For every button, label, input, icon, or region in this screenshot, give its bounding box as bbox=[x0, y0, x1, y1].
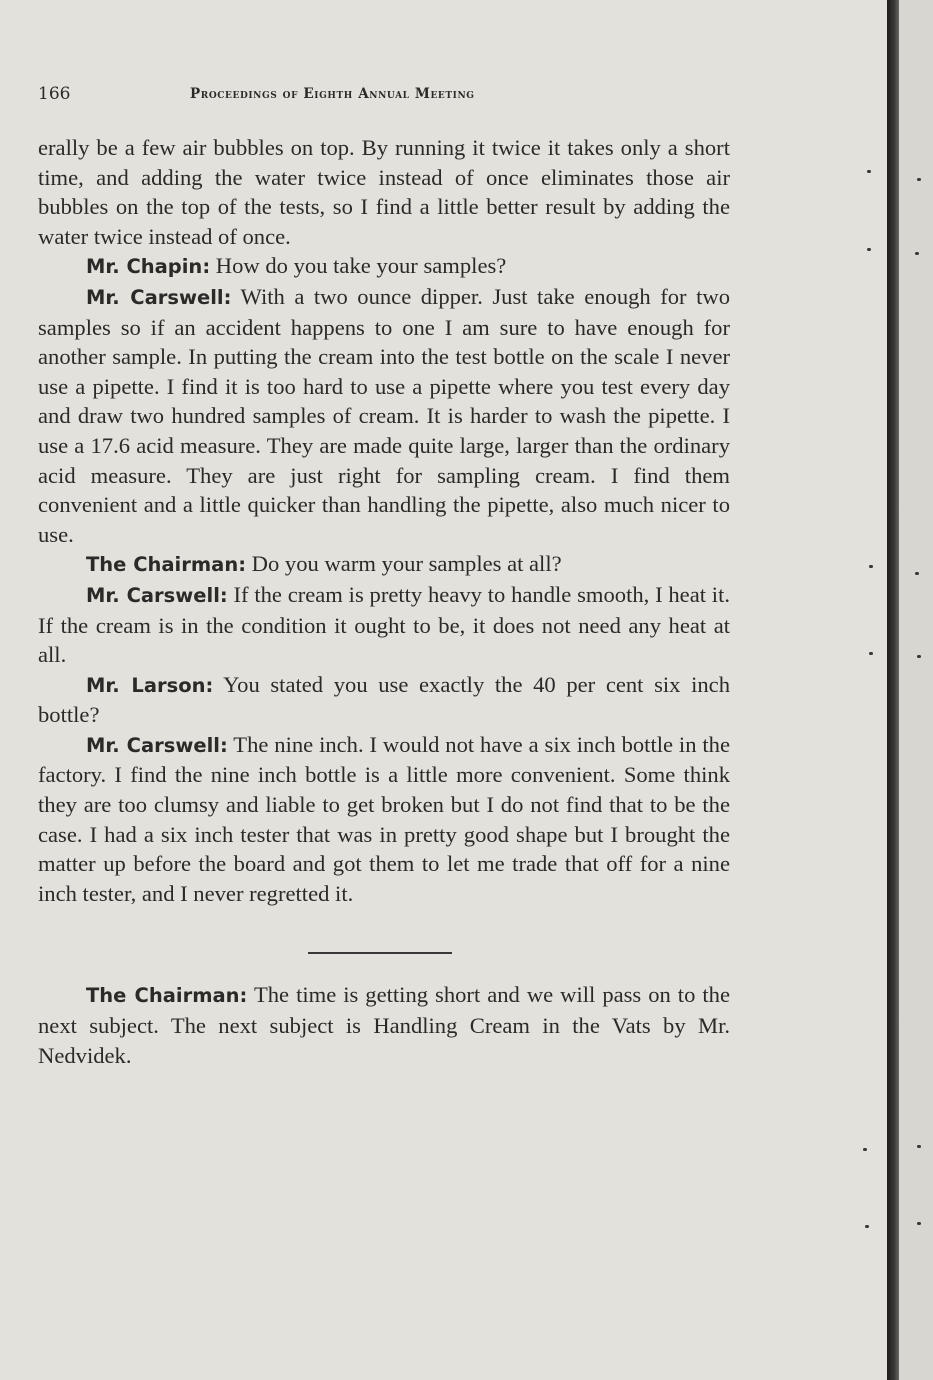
paragraph bbox=[38, 549, 730, 580]
speck-mark bbox=[917, 655, 921, 658]
paragraph bbox=[38, 251, 730, 282]
paragraph bbox=[38, 730, 730, 909]
speck-mark bbox=[869, 565, 873, 568]
speck-mark bbox=[867, 248, 871, 251]
paragraph bbox=[38, 580, 730, 670]
paragraph bbox=[38, 133, 730, 251]
speck-mark bbox=[863, 1148, 867, 1151]
paragraph-text: The time is getting short and we will pass on to the next subject. The next subject is Handling Cream in the Vats by Mr. Nedvidek. bbox=[38, 982, 730, 1068]
speck-mark bbox=[869, 652, 873, 655]
speaker-name: Mr. Carswell: bbox=[86, 733, 228, 757]
paragraph bbox=[38, 282, 730, 549]
speck-mark bbox=[917, 178, 921, 181]
speaker-name: The Chairman: bbox=[86, 984, 248, 1008]
page-body bbox=[38, 133, 730, 1070]
paragraph bbox=[38, 980, 730, 1070]
paragraph-text: You stated you use exactly the 40 per cent six inch bottle? bbox=[38, 671, 730, 728]
speck-mark bbox=[915, 572, 919, 575]
paragraph-text: Do you warm your samples at all? bbox=[251, 551, 562, 577]
paragraph-text: With a two ounce dipper. Just take enough for two samples so if an accident happens to one I am sure to have enough for another sample. In putting the cream into the test bottle on the scale I never use a pipette. I find it is too hard to use a pipette where you test every day and draw two hundred samples of cream. It is harder to wash the pipette. I use a 17.6 acid measure. They are made quite large, larger than the ordinary acid measure. They are just right for sampling cream. I find them convenient and a little quicker than handling the pipette, also much nicer to use. bbox=[38, 283, 730, 547]
paragraph-text: erally be a few air bubbles on top. By running it twice it takes only a short time, and adding the water twice instead of once eliminates those air bubbles on the top of the tests, so I find a little better result by adding the water twice instead of once. bbox=[38, 135, 730, 249]
page-edge bbox=[899, 0, 933, 1380]
page-header bbox=[38, 84, 598, 110]
speck-mark bbox=[915, 252, 919, 255]
speaker-name: The Chairman: bbox=[86, 553, 247, 577]
speaker-name: Mr. Carswell: bbox=[86, 285, 232, 309]
speck-mark bbox=[865, 1225, 869, 1228]
speaker-name: Mr. Carswell: bbox=[86, 583, 228, 607]
section-divider bbox=[308, 952, 452, 954]
paragraph-text: If the cream is pretty heavy to handle smooth, I heat it. If the cream is in the condition it ought to be, it does not need any heat at all. bbox=[38, 581, 730, 668]
running-head: Proceedings of Eighth Annual Meeting bbox=[190, 86, 475, 102]
paragraph bbox=[38, 670, 730, 730]
speaker-name: Mr. Larson: bbox=[86, 673, 214, 697]
book-binding bbox=[887, 0, 899, 1380]
speck-mark bbox=[867, 170, 871, 173]
paragraph-text: How do you take your samples? bbox=[215, 253, 507, 279]
page-number: 166 bbox=[38, 84, 71, 104]
paragraph-text: The nine inch. I would not have a six inch bottle in the factory. I find the nine inch bottle is a little more convenient. Some think they are too clumsy and liable to get broken but I do not find that to be the case. I had a six inch tester that was in pretty good shape but I brought the matter up before the board and got them to let me trade that off for a nine inch tester, and I never regretted it. bbox=[38, 731, 730, 906]
speck-mark bbox=[917, 1145, 921, 1148]
speaker-name: Mr. Chapin: bbox=[86, 255, 211, 279]
speck-mark bbox=[917, 1222, 921, 1225]
